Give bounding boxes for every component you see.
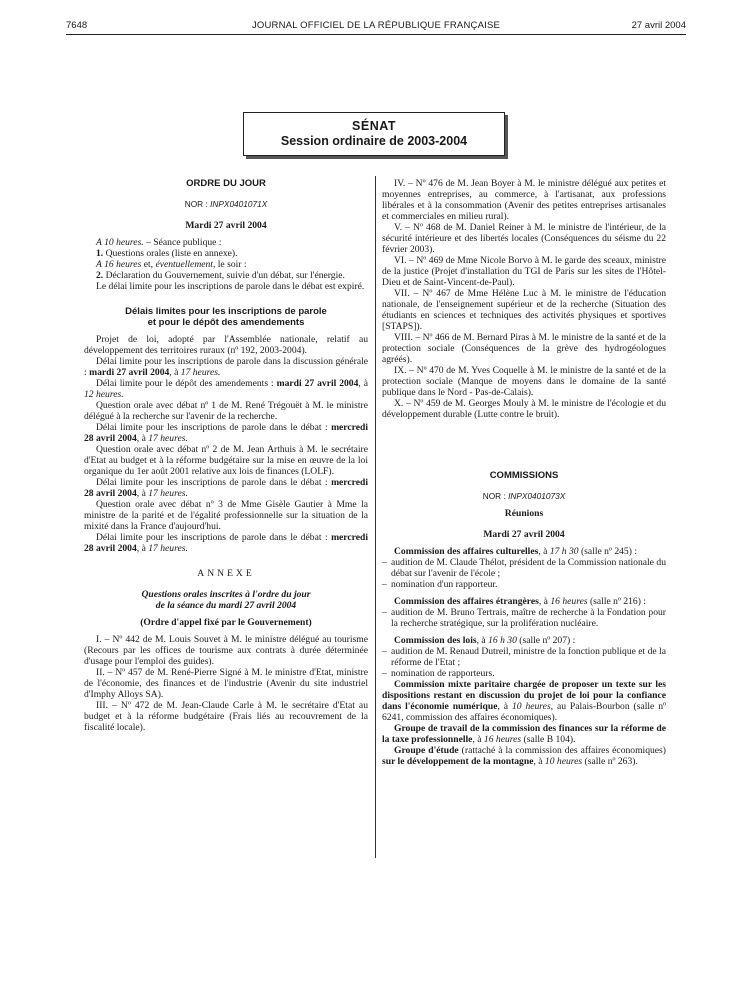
delais-paragraph: Délai limite pour les inscriptions de parole dans le débat : mercredi 28 avril 2004, à 17 heures.: [84, 532, 368, 554]
delais-paragraph: Délai limite pour les inscriptions de parole dans le débat : mercredi 28 avril 2004, à 17 heures.: [84, 477, 368, 499]
agenda-line: 2. Déclaration du Gouvernement, suivie d'un débat, sur l'énergie.: [96, 270, 345, 281]
nor-reference: NOR : INPX0401071X: [184, 199, 268, 209]
page-header: [66, 20, 686, 34]
commission-item: – audition de M. Bruno Tertrais, maître de recherche à la Fondation pour la recherche stratégique, sur la prolifération nucléaire.: [382, 607, 666, 629]
delais-paragraph: Délai limite pour le dépôt des amendements : mardi 27 avril 2004, à 12 heures.: [84, 378, 368, 400]
agenda-line: A 10 heures. – Séance publique :: [96, 237, 222, 248]
delais-heading: Délais limites pour les inscriptions de parole et pour le dépôt des amendements: [125, 306, 327, 328]
question-item: X. – Nº 459 de M. Georges Mouly à M. le ministre de l'écologie et du développement durable (Lutte contre le bruit).: [382, 398, 666, 420]
journal-title: JOURNAL OFFICIEL DE LA RÉPUBLIQUE FRANÇAISE: [251, 20, 501, 31]
questions-heading: Questions orales inscrites à l'ordre du jour de la séance du mardi 27 avril 2004: [141, 589, 311, 611]
nor-code: INPX0401071X: [210, 199, 268, 209]
commission-item: – nomination d'un rapporteur.: [382, 579, 498, 590]
delais-paragraph: Délai limite pour les inscriptions de parole dans la discussion générale : mardi 27 avril 2004, à 17 heures.: [84, 356, 368, 378]
right-column: [382, 178, 666, 767]
agenda-line: 1. Questions orales (liste en annexe).: [96, 248, 238, 259]
question-item: VI. – Nº 469 de Mme Nicole Borvo à M. le garde des sceaux, ministre de la justice (Projet d'installation du TGI de Paris sur les sites de l'Hôtel-Dieu et de Saint-Vincent-de-Paul).: [382, 255, 666, 288]
commission-entry: Groupe de travail de la commission des finances sur la réforme de la taxe professionnelle, à 16 heures (salle B 104).: [382, 723, 666, 745]
day-heading: Mardi 27 avril 2004: [185, 220, 267, 231]
commission-item: – audition de M. Renaud Dutreil, ministre de la fonction publique et de la réforme de l'Etat ;: [382, 646, 666, 668]
annexe-heading: ANNEXE: [197, 568, 255, 579]
commission-entry: Commission des lois, à 16 h 30 (salle nº 207) :: [394, 635, 576, 646]
question-item: III. – Nº 472 de M. Jean-Claude Carle à M. le secrétaire d'Etat au budget et à la réforme budgétaire (Frais liés au recouvrement de la fiscalité locale).: [84, 700, 368, 733]
question-item: V. – Nº 468 de M. Daniel Reiner à M. le ministre de l'intérieur, de la sécurité intérieure et des libertés locales (Conséquences du séisme du 22 février 2003).: [382, 222, 666, 255]
commission-item: – nomination de rapporteurs.: [382, 668, 495, 679]
agenda-line: A 16 heures et, éventuellement, le soir :: [96, 259, 247, 270]
question-item: IV. – Nº 476 de M. Jean Boyer à M. le ministre délégué aux petites et moyennes entreprises, au commerce, à l'artisanat, aux professions libérales et à la consommation (Avenir des petites entreprises artisanales et commerciales en milieu rural).: [382, 178, 666, 222]
nor-reference: NOR : INPX0401073X: [482, 491, 566, 501]
senat-title-box: [243, 112, 505, 156]
ordre-du-jour-heading: ORDRE DU JOUR: [186, 178, 266, 189]
commission-entry: Commission des affaires étrangères, à 16 heures (salle nº 216) :: [394, 596, 646, 607]
day-heading: Mardi 27 avril 2004: [483, 529, 565, 540]
delais-paragraph: Projet de loi, adopté par l'Assemblée nationale, relatif au développement des territoires ruraux (nº 192, 2003-2004).: [84, 334, 368, 356]
left-column: [84, 178, 368, 733]
page-number: 7648: [66, 20, 88, 31]
question-item: VIII. – Nº 466 de M. Bernard Piras à M. le ministre de la santé et de la protection sociale (Conséquences de la grève des hydrogéologues agréés).: [382, 332, 666, 365]
senat-title: SÉNAT: [352, 119, 396, 133]
delais-paragraph: Question orale avec débat nº 3 de Mme Gisèle Gautier à Mme la ministre de la parité et de l'égalité professionnelle sur la situation de la mixité dans la France d'aujourd'hui.: [84, 499, 368, 532]
commission-item: – audition de M. Claude Thélot, président de la Commission nationale du débat sur l'avenir de l'école ;: [382, 557, 666, 579]
agenda-line: Le délai limite pour les inscriptions de parole dans le débat est expiré.: [96, 281, 365, 292]
commissions-heading: COMMISSIONS: [489, 470, 559, 481]
commission-entry: Commission des affaires culturelles, à 17 h 30 (salle nº 245) :: [394, 546, 637, 557]
question-item: IX. – Nº 470 de M. Yves Coquelle à M. le ministre de la santé et de la protection sociale (Manque de moyens dans le domaine de la santé publique dans le Nord - Pas-de-Calais).: [382, 365, 666, 398]
nor-code: INPX0401073X: [508, 491, 566, 501]
issue-date: 27 avril 2004: [631, 20, 686, 31]
header-rule: [66, 34, 686, 35]
question-item: I. – Nº 442 de M. Louis Souvet à M. le ministre délégué au tourisme (Recours par les offices de tourisme aux contrats à durée déterminée d'usage pour l'emploi des guides).: [84, 634, 368, 667]
session-title: Session ordinaire de 2003-2004: [280, 134, 468, 148]
delais-paragraph: Délai limite pour les inscriptions de parole dans le débat : mercredi 28 avril 2004, à 17 heures.: [84, 422, 368, 444]
commission-entry: Groupe d'étude (rattaché à la commission des affaires économiques) sur le développement de la montagne, à 10 heures (salle nº 263).: [382, 745, 666, 767]
delais-paragraph: Question orale avec débat nº 1 de M. René Trégouët à M. le ministre délégué à la recherche sur l'avenir de la recherche.: [84, 400, 368, 422]
ordre-appel: (Ordre d'appel fixé par le Gouvernement): [140, 617, 312, 628]
question-item: II. – Nº 457 de M. René-Pierre Signé à M. le ministre d'Etat, ministre de l'économie, des finances et de l'industrie (Avenir du site industriel d'Imphy Alloys SA).: [84, 667, 368, 700]
question-item: VII. – Nº 467 de Mme Hélène Luc à M. le ministre de l'éducation nationale, de l'enseignement supérieur et de la recherche (Situation des étudiants en sciences et techniques des activités physiques et sportives [STAPS]).: [382, 288, 666, 332]
commission-entry: Commission mixte paritaire chargée de proposer un texte sur les dispositions restant en discussion du projet de loi pour la confiance dans l'économie numérique, à 10 heures, au Palais-Bourbon (salle nº 6241, commission des affaires économiques).: [382, 679, 666, 723]
reunions-heading: Réunions: [504, 508, 544, 519]
delais-paragraph: Question orale avec débat nº 2 de M. Jean Arthuis à M. le secrétaire d'Etat au budget et à la réforme budgétaire sur la mise en œuvre de la loi organique du 1er août 2001 relative aux lois de finances (LOLF).: [84, 444, 368, 477]
column-divider: [375, 176, 376, 858]
